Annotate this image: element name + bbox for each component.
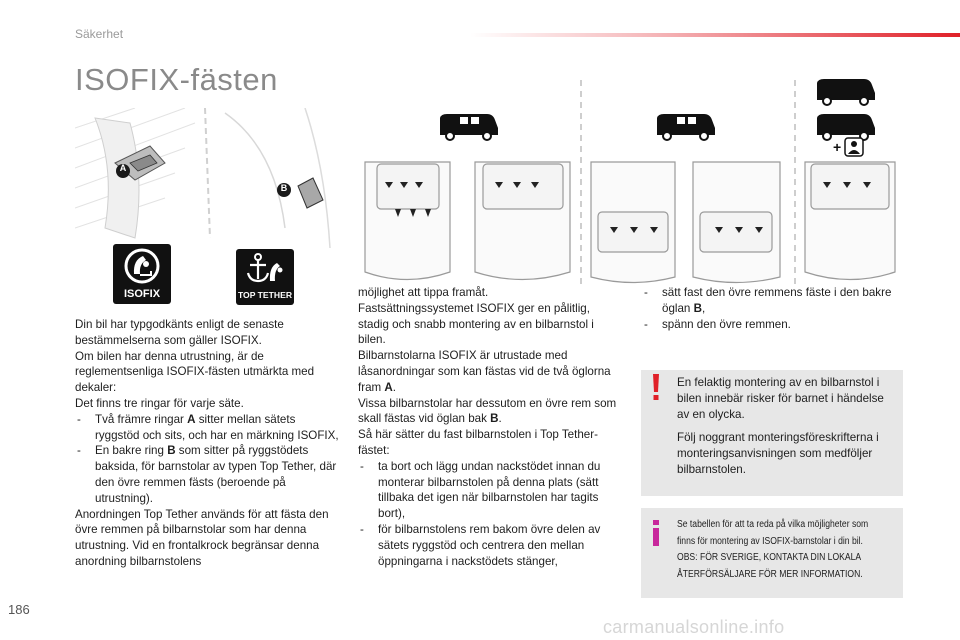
van-icons	[440, 79, 875, 135]
warning-text	[677, 375, 897, 478]
paragraph: Anordningen Top Tether används för att fästa den övre remmen på bilbarnstolar som har denna utrustning. Vid en frontalkrock begränsar denna anordning bilbarnstolens	[75, 507, 329, 568]
page-title: ISOFIX-fästen	[75, 62, 278, 97]
info-line: OBS: FÖR SVERIGE, KONTAKTA DIN LOKALA	[677, 552, 862, 564]
column-3	[642, 285, 904, 332]
watermark: carmanualsonline.info	[603, 617, 785, 637]
paragraph: Det finns tre ringar för varje säte.	[75, 396, 244, 410]
top-tether-label-icon: TOP TETHER	[236, 249, 294, 305]
paragraph: Fastsättningssystemet ISOFIX ger en pålitlig, stadig och snabb montering av en bilbarnstol i bilen.	[358, 301, 594, 347]
info-text	[677, 517, 870, 583]
info-line: finns för montering av ISOFIX-barnstolar i din bil.	[677, 535, 863, 547]
warning-paragraph: Följ noggrant monteringsföreskrifterna i monteringsanvisningen som medföljer bilbarnstolen.	[677, 431, 879, 476]
column-2	[358, 285, 623, 569]
header-accent-bar	[470, 33, 960, 37]
child-seat-icon	[113, 244, 171, 288]
page-number: 186	[8, 602, 30, 617]
paragraph: Så här sätter du fast bilbarnstolen i Top Tether-fästet:	[358, 428, 598, 457]
list-item: - för bilbarnstolens rem bakom övre delen av sätets ryggstöd och centrera den mellan öppningarna i nackstödets stänger,	[358, 522, 623, 569]
info-line: ÅTERFÖRSÄLJARE FÖR MER INFORMATION.	[677, 568, 863, 580]
seat-layout-diagrams	[355, 72, 900, 290]
marker-b: B	[280, 183, 288, 193]
paragraph: Vissa bilbarnstolar har dessutom en övre rem som skall fästas vid öglan bak B.	[358, 396, 617, 426]
column-1	[75, 317, 340, 570]
paragraph: möjlighet att tippa framåt.	[358, 286, 489, 299]
section-title: Säkerhet	[75, 27, 124, 41]
paragraph: Din bil har typgodkänts enligt de senaste bestämmelserna som gäller ISOFIX.	[75, 318, 284, 347]
paragraph: Om bilen har denna utrustning, är de reglementsenliga ISOFIX-fästen utmärkta med dekaler:	[75, 349, 315, 395]
list-item: - spänn den övre remmen.	[642, 317, 904, 333]
svg-text:+: +	[833, 139, 842, 155]
list-item: - sätt fast den övre remmens fäste i den bakre öglan B,	[642, 285, 904, 317]
warning-icon	[650, 372, 662, 402]
warning-paragraph: En felaktig montering av en bilbarnstol i bilen innebär risker för barnet i händelse av en olycka.	[677, 376, 884, 421]
info-line: Se tabellen för att ta reda på vilka möjligheter som	[677, 519, 869, 530]
isofix-label-icon: ISOFIX	[113, 244, 171, 304]
paragraph: Bilbarnstolarna ISOFIX är utrustade med låsanordningar som kan fästas vid de två öglorna fram A.	[358, 349, 611, 394]
list-item: - En bakre ring B som sitter på ryggstödets baksida, för barnstolar av typen Top Tether, där den övre remmen fästs (beroende på utrustning).	[75, 443, 340, 506]
anchor-icon	[236, 249, 294, 289]
list-item: - ta bort och lägg undan nackstödet innan du monterar bilbarnstolen på denna plats (sätt tillbaka det igen när bilbarnstolen har tagits bort),	[358, 459, 623, 522]
info-icon	[651, 520, 661, 546]
marker-a: A	[119, 163, 127, 173]
list-item: - Två främre ringar A sitter mellan sätets ryggstöd och sits, och har en märkning ISOFIX,	[75, 412, 340, 444]
